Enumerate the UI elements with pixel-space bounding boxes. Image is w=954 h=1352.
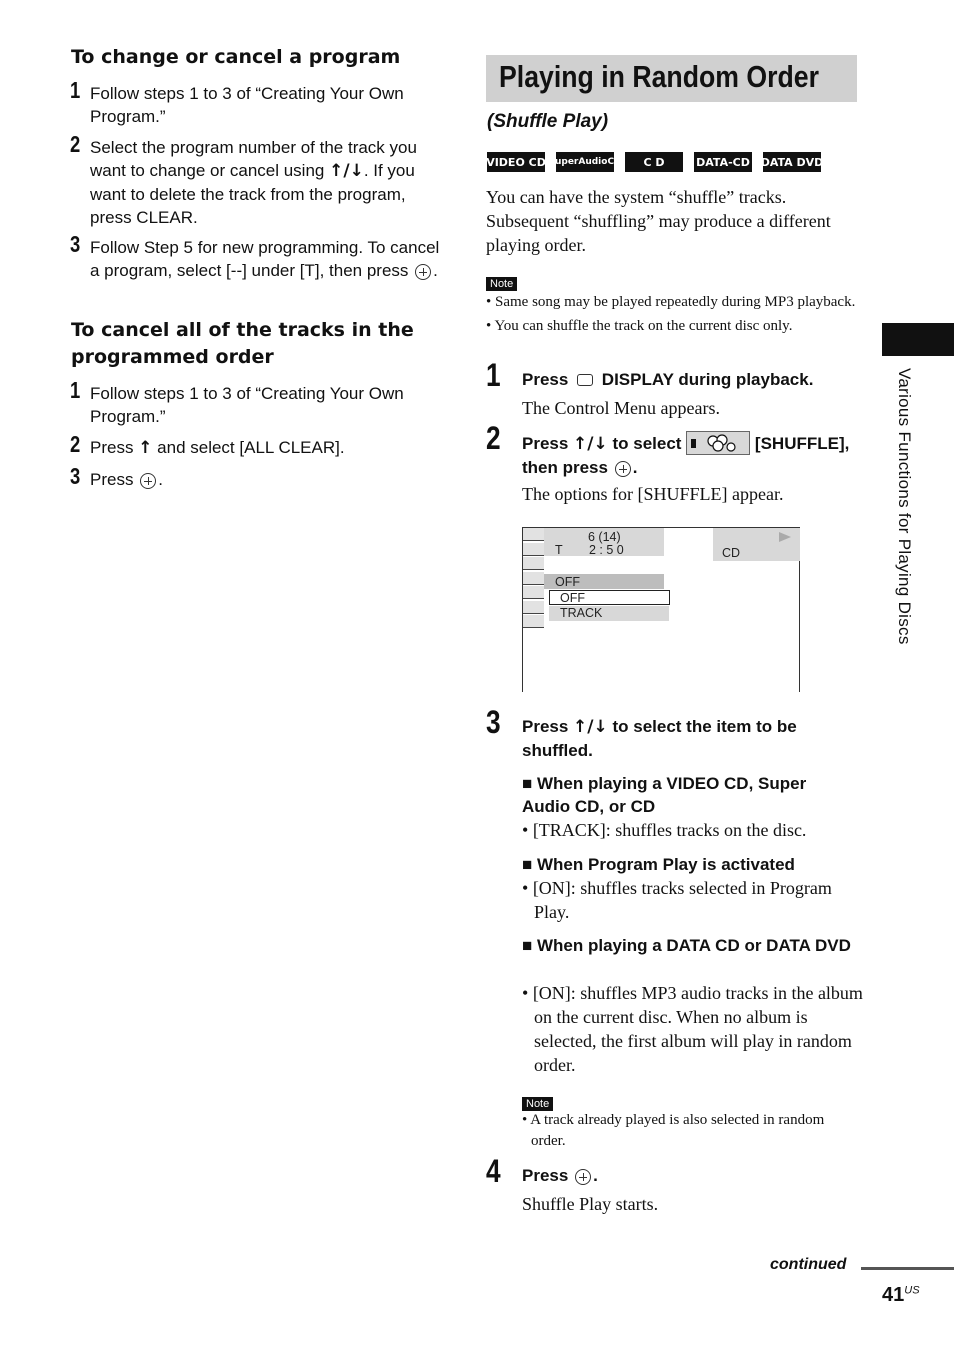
step2-instruction [522, 431, 862, 479]
case-bullet-text: [ON]: shuffles MP3 audio tracks in the album on the current disc. When no album is selected, the first album will play in random order. [532, 983, 863, 1075]
intro-paragraph: You can have the system “shuffle” tracks. Subsequent “shuffling” may produce a different playing order. [486, 187, 831, 255]
step-text-end: . [158, 470, 163, 489]
step1-press: Press [522, 370, 569, 389]
option-label: TRACK [560, 606, 603, 620]
step4-press: Press [522, 1166, 569, 1185]
step-text: and select [ALL CLEAR]. [152, 438, 345, 457]
badge-data-cd: DATA-CD [694, 152, 752, 172]
case-heading-data-cd: ■ When playing a DATA CD or DATA DVD [522, 936, 851, 955]
step-number: 1 [70, 77, 81, 103]
step2-result: The options for [SHUFFLE] appear. [522, 484, 784, 504]
step-number: 1 [70, 377, 81, 403]
menu-tab [523, 586, 544, 599]
step-text: Press [90, 470, 134, 489]
case-bullet: • [ON]: shuffles MP3 audio tracks in the album on the current disc. When no album is selected, the first album will play in random order. [522, 983, 863, 1075]
menu-tab [523, 543, 544, 556]
left-step-3 [70, 231, 440, 282]
note-label-text: Note [522, 1097, 553, 1111]
page-title-box [486, 55, 857, 102]
up-down-arrows-icon: ↑/↓ [573, 717, 608, 737]
control-menu-screen [522, 527, 800, 692]
menu-tab [523, 615, 544, 628]
step-number-1: 1 [486, 357, 501, 393]
left2-step-2 [70, 431, 440, 460]
step-number: 3 [70, 231, 81, 257]
note-item: • A track already played is also selected in random order. [522, 1112, 825, 1149]
track-label: T [555, 543, 563, 557]
note-item-text: Same song may be played repeatedly during MP3 playback. [495, 294, 856, 310]
shuffle-icon [686, 431, 750, 455]
step1-result: The Control Menu appears. [522, 398, 720, 418]
step-number: 3 [70, 463, 81, 489]
step3-instruction [522, 715, 852, 762]
step4-result: Shuffle Play starts. [522, 1194, 659, 1214]
disc-type-badges [486, 152, 824, 172]
note-item: • Same song may be played repeatedly during MP3 playback. [486, 294, 856, 310]
step3-text-b: to select the item to be shuffled. [522, 717, 797, 760]
note-label-1 [486, 274, 517, 292]
menu-tab [523, 528, 544, 541]
step-text: Follow Step 5 for new programming. To cancel a program, select [--] under [T], then press [90, 238, 440, 280]
badge-data-dvd: DATA DVD [763, 152, 821, 172]
left2-step-1 [70, 377, 440, 428]
note-label-text: Note [486, 277, 517, 291]
step1-instruction [522, 368, 813, 391]
playback-time: 2 : 5 0 [589, 543, 624, 557]
step2-mid: to select [607, 434, 682, 453]
enter-button-icon [575, 1169, 591, 1185]
note-item-text: A track already played is also selected in random order. [530, 1112, 825, 1149]
sidebar-label-text: Various Functions for Playing Discs [895, 368, 914, 645]
disc-type: CD [722, 546, 741, 560]
continued-label: continued [770, 1256, 847, 1273]
play-icon [779, 532, 791, 542]
option-off-selected[interactable] [549, 590, 670, 605]
note-item-text: You can shuffle the track on the current disc only. [494, 318, 793, 334]
step4-end: . [593, 1166, 598, 1185]
step-text: . If you want to delete the track from the program, press CLEAR. [90, 161, 415, 227]
page-subtitle: (Shuffle Play) [487, 111, 609, 132]
case-bullet-text: [TRACK]: shuffles tracks on the disc. [532, 820, 807, 840]
case-heading-program-play: ■ When Program Play is activated [522, 855, 795, 874]
step-text: Select the program number of the track you want to change or cancel using [90, 138, 417, 180]
step2-press: Press [522, 434, 574, 453]
up-down-arrows-icon: ↑/↓ [329, 161, 364, 181]
menu-tab [523, 557, 544, 570]
menu-tabs [523, 528, 544, 630]
page-title: Playing in Random Order [499, 59, 819, 94]
option-label: OFF [560, 591, 585, 605]
badge-cd: C D [625, 152, 683, 172]
continued-line [861, 1267, 954, 1270]
step3-text-a: Press [522, 717, 574, 736]
current-setting: OFF [555, 575, 580, 589]
page-number [882, 1284, 920, 1307]
step4-instruction [522, 1164, 598, 1187]
section-tab-marker [882, 323, 954, 356]
case-bullet: • [TRACK]: shuffles tracks on the disc. [522, 820, 807, 840]
case-bullet-text: [ON]: shuffles tracks selected in Program Play. [532, 878, 832, 922]
page-number-suffix: US [904, 1284, 920, 1297]
notes-list [486, 291, 856, 337]
enter-button-icon [140, 473, 156, 489]
track-count: 6 (14) [588, 530, 621, 544]
left-step-1 [70, 77, 440, 128]
left-step-2 [70, 131, 440, 229]
badge-video-cd: VIDEO CD [487, 152, 545, 172]
step2-end: . [632, 458, 638, 477]
section-title-cancel-all: To cancel all of the tracks in the programmed order [71, 319, 414, 368]
step-text: Press [90, 438, 139, 457]
up-arrow-icon: ↑ [138, 438, 153, 458]
enter-button-icon [415, 264, 431, 280]
step-text-end: . [433, 261, 438, 280]
case-bullet: • [ON]: shuffles tracks selected in Program Play. [522, 878, 832, 922]
step-number: 2 [70, 431, 81, 457]
display-button-icon [577, 374, 593, 386]
option-track[interactable] [549, 606, 669, 621]
sidebar-section-label [878, 368, 928, 728]
case-heading-video-cd: ■ When playing a VIDEO CD, Super Audio CD, or CD [522, 774, 807, 816]
step-number-4: 4 [486, 1153, 501, 1189]
step2-then: then press [522, 458, 608, 477]
note-item: • You can shuffle the track on the current disc only. [486, 318, 793, 334]
menu-tab [523, 572, 544, 585]
section-title-change-cancel: To change or cancel a program [71, 46, 401, 68]
badge-super-audio-cd: SuperAudioCD [556, 152, 614, 172]
step2-item: [SHUFFLE], [754, 434, 850, 453]
enter-button-icon [615, 461, 631, 477]
left2-step-3 [70, 463, 440, 491]
menu-tab [523, 601, 544, 614]
step1-rest: DISPLAY during playback. [601, 370, 814, 389]
step-number-3: 3 [486, 704, 501, 740]
step-number-2: 2 [486, 420, 501, 456]
page-number-value: 41 [882, 1284, 905, 1306]
step-number: 2 [70, 131, 81, 157]
up-down-arrows-icon: ↑/↓ [573, 434, 608, 454]
step-text: Follow steps 1 to 3 of “Creating Your Own Program.” [90, 384, 404, 426]
step-text: Follow steps 1 to 3 of “Creating Your Own Program.” [90, 84, 404, 126]
